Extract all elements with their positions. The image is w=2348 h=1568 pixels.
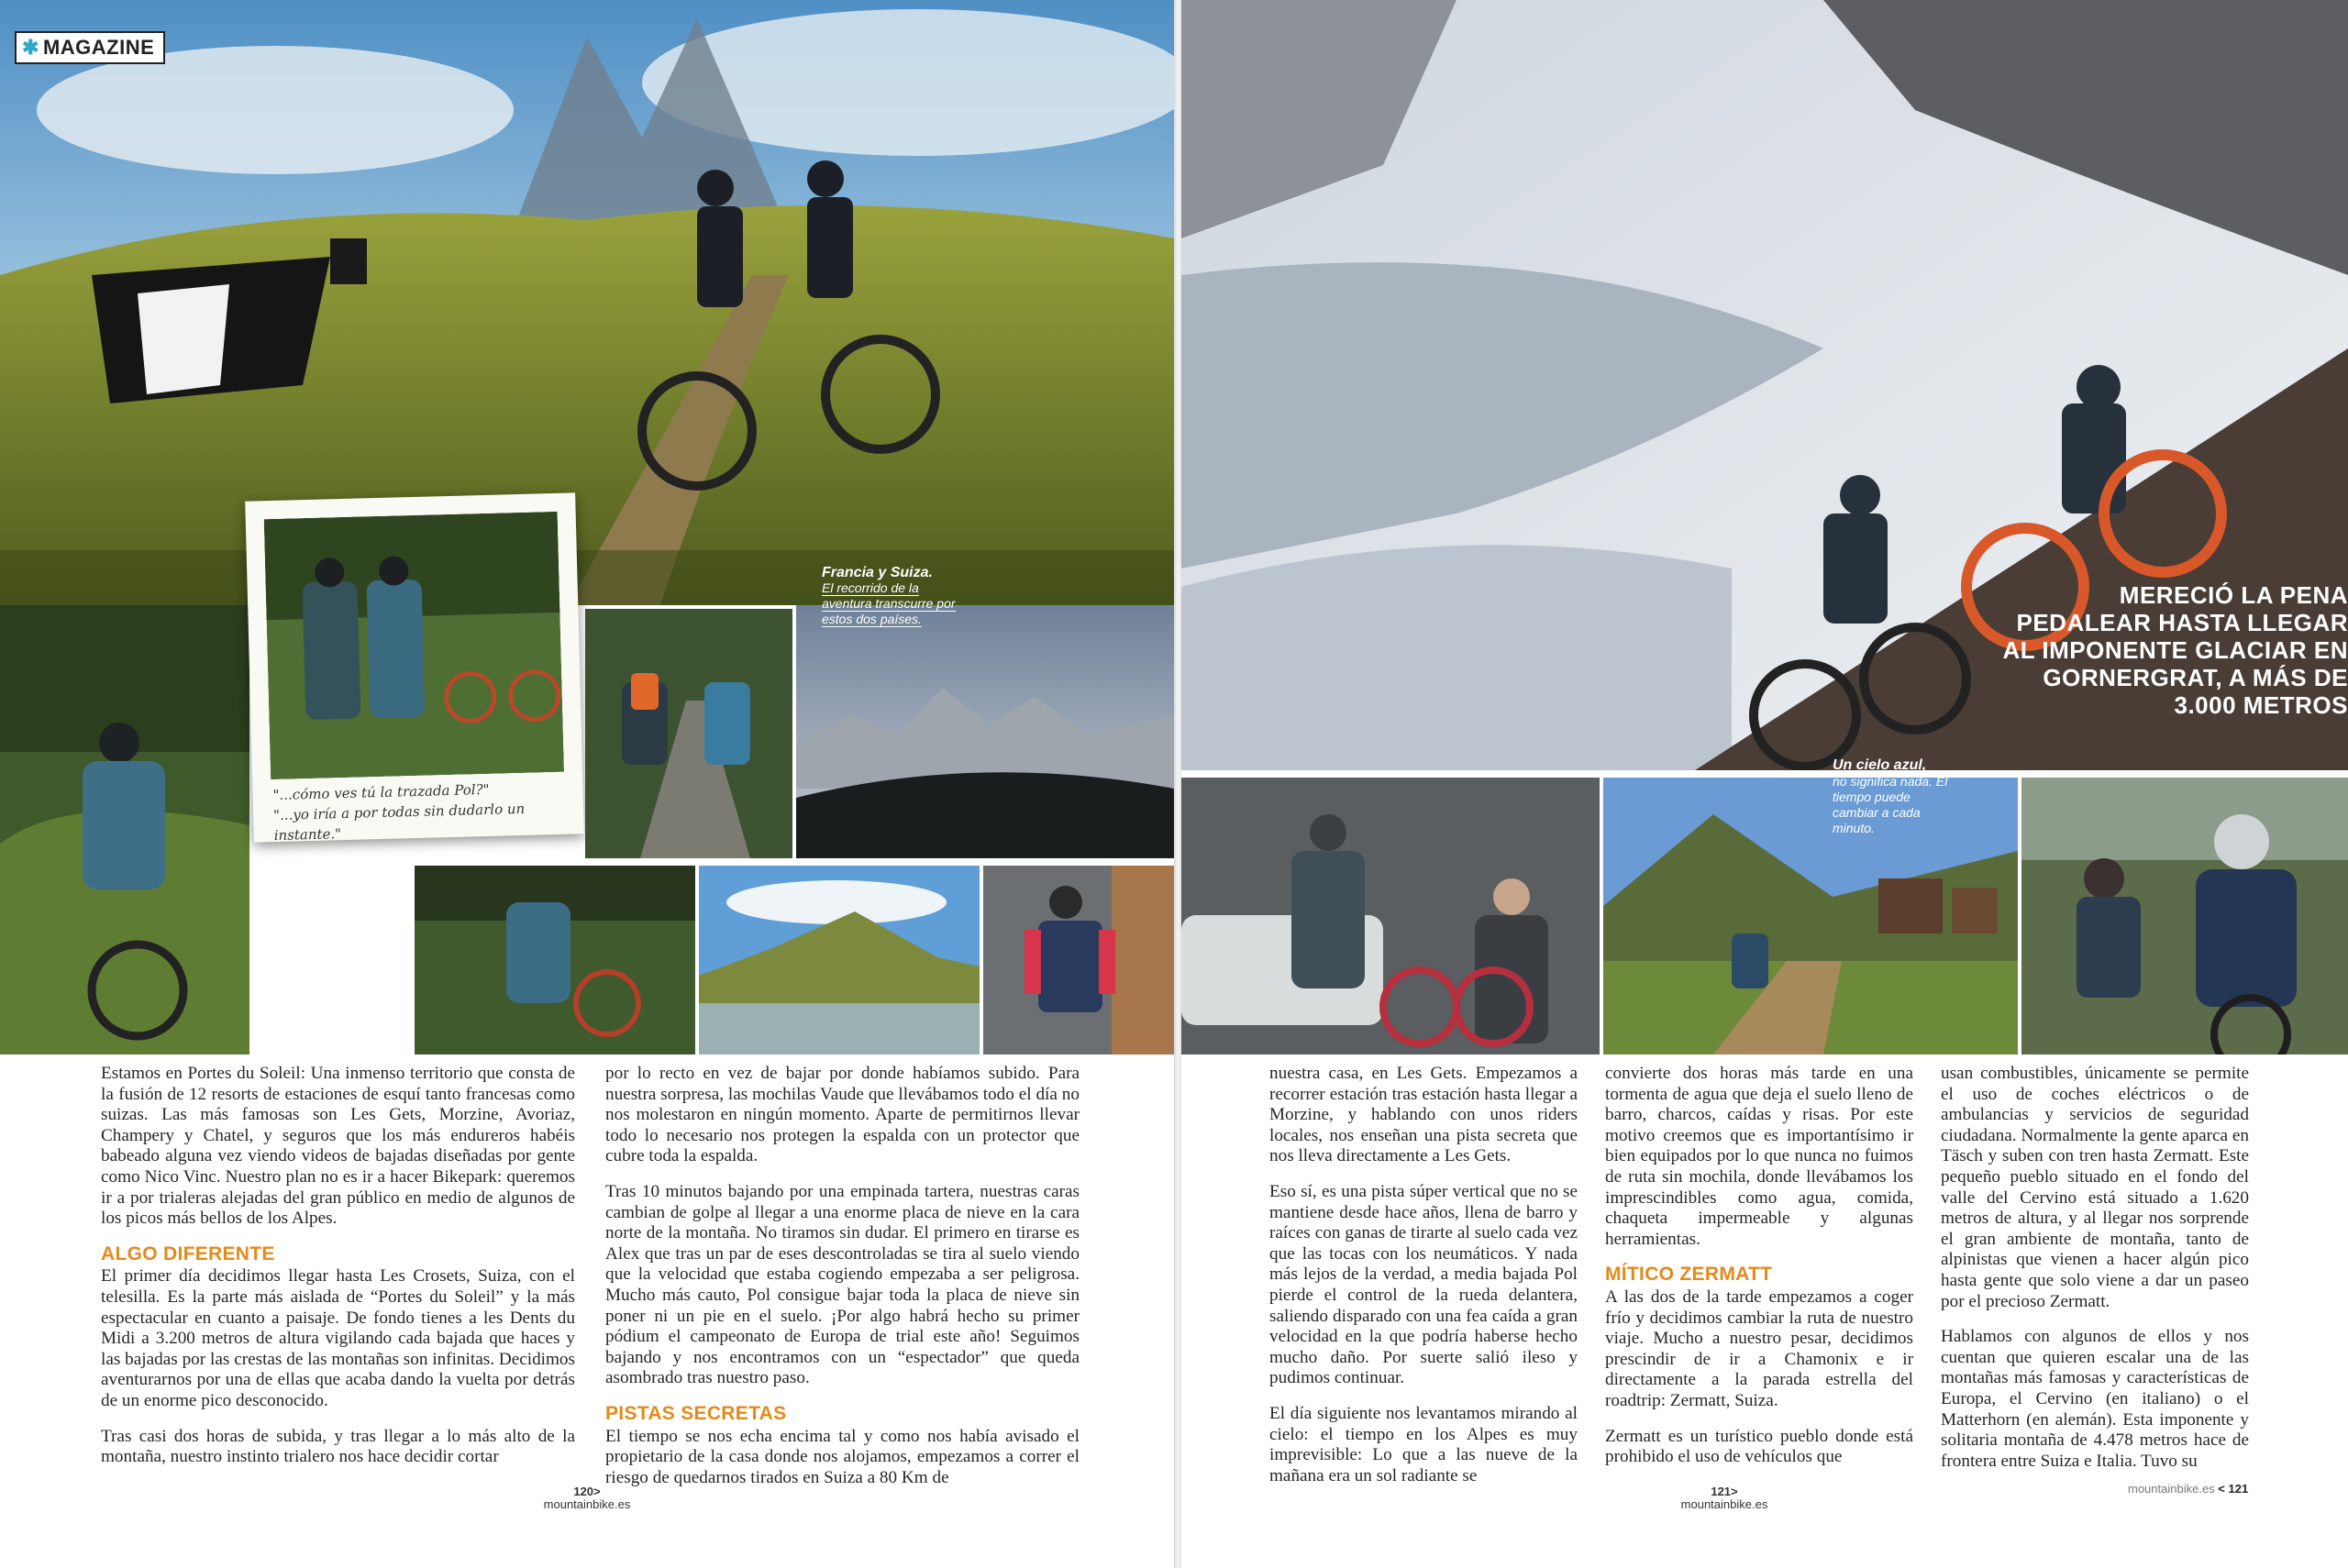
polaroid-caption-line1: "...cómo ves tú la trazada Pol?" [272, 780, 490, 804]
folio-center [1669, 1485, 1779, 1511]
section-tag-label: MAGAZINE [42, 36, 155, 59]
paragraph: Tras casi dos horas de subida, y tras llegar a lo más alto de la montaña, nuestro instinto trialero nos hace decidir cortar [101, 1426, 575, 1467]
caption-france-text: El recorrido de la aventura transcurre por estos dos países. [822, 580, 956, 626]
folio-right-number: < 121 [2218, 1482, 2249, 1496]
hero-photo-cow-riders [0, 0, 1174, 605]
paragraph: nuestra casa, en Les Gets. Empezamos a recorrer estación tras estación hasta llegar a Morzine, y hablando con unos riders locales, nos enseñan una pista secreta que nos lleva directamente a Les Gets. [1269, 1064, 1578, 1166]
caption-blue-sky [1833, 757, 1950, 836]
paragraph: El primer día decidimos llegar hasta Les Crosets, Suiza, con el telesilla. Es la parte más aislada de “Portes du Soleil” y la más espectacular en cuanto a paisaje. De fondo tienes a les Dents du Midi a 3.200 metros de altura vigilando cada bajada que haces y las bajadas por las crestas de las montañas son infinitas. Decidimos aventurarnos por una de ellas que acaba dando la vuelta por detrás de un enorme pico desconocido. [101, 1266, 575, 1410]
polaroid-caption [272, 778, 568, 845]
page-gutter [1174, 0, 1181, 1568]
paragraph: El día siguiente nos levantamos mirando al cielo: el tiempo en los Alpes es muy imprevisible: Lo que a las nueve de la mañana era un sol radiante se [1269, 1403, 1578, 1485]
paragraph: Tras 10 minutos bajando por una empinada tartera, nuestras caras cambian de golpe al llegar a una enorme placa de nieve en la cara norte de la montaña. No tiramos sin dudar. El primero en tirarse es Alex que tras un par de eses descontroladas se tira al suelo viendo que la velocidad que estaba cogiendo empezaba a ser peligrosa. Mucho más cauto, Pol consigue bajar toda la placa de nieve sin poner ni un pie en el suelo. ¡Por algo habrá hecho su primer pódium el campeonato de Europa de trial este año! Seguimos bajando y nos encontramos con un “espectador” que queda asombrado tras nuestro paso. [605, 1181, 1080, 1388]
polaroid-image [264, 512, 564, 779]
folio-center-number: 121> [1711, 1485, 1738, 1498]
folio-left-site: mountainbike.es [543, 1497, 631, 1511]
paragraph: por lo recto en vez de bajar por donde habíamos subido. Para nuestra sorpresa, las mochilas Vaude que llevábamos todo el día no nos molestaron en ningún momento. Aparte de permitirnos llevar todo lo necesario nos protegen la espalda con un protector que cubre toda la espalda. [605, 1064, 1080, 1166]
paragraph: Eso sí, es una pista súper vertical que no se mantiene desde hace años, llena de barro y raíces con ganas de tirarte al suelo cada vez que las tocas con los neumáticos. Y nada más lejos de la verdad, a media bajada Pol pierde el control de la rueda delantera, saliendo disparado con una fea caída a gran velocidad en la que podría haberse hecho mucho daño. Por suerte salió ileso y pudimos continuar. [1269, 1181, 1578, 1388]
article-column-4 [1605, 1064, 1913, 1483]
folio-left-number: 120> [573, 1485, 601, 1498]
folio-left [532, 1485, 642, 1511]
pull-quote: MERECIÓ LA PENA PEDALEAR HASTA LLEGAR AL IMPONENTE GLACIAR EN GORNERGRAT, A MÁS DE 3.000 METROS [2002, 581, 2348, 719]
photo-two-riders-closeup [2021, 778, 2348, 1055]
section-heading: ALGO DIFERENTE [101, 1242, 275, 1264]
folio-right-site: mountainbike.es [2128, 1482, 2215, 1496]
paragraph: Hablamos con algunos de ellos y nos cuentan que quieren escalar una de las montañas más famosas y características de Europa, el Cervino (en italiano) o el Matterhorn (en alemán). Esta imponente y solitaria montaña de 4.478 metros hace de frontera entre Suiza e Italia. Tuvo su [1941, 1327, 2249, 1471]
article-column-3 [1269, 1064, 1578, 1501]
photo-riders-village-trail [1603, 778, 2018, 1055]
polaroid-caption-line2: "...yo iría a por todas sin dudarlo un instante." [272, 800, 526, 845]
paragraph: Estamos en Portes du Soleil: Una inmenso territorio que consta de la fusión de 12 resorts de estaciones de esquí tanto francesas como suizas. Las más famosas son Les Gets, Morzine, Avoriaz, Champery y Chatel, y seguros que los más endureros habéis babeado alguna vez viendo videos de bajadas diseñadas por gente como Nico Vinc. Nuestro plan no es ir a hacer Bikepark: queremos ir a por trialeras alejadas del gran público en medio de algunos de los picos más bellos de los Alpes. [101, 1064, 575, 1229]
caption-france-switzerland [822, 565, 959, 627]
folio-right [2128, 1482, 2248, 1496]
star-icon: ✱ [22, 36, 39, 59]
photo-rider-red-shirt [983, 866, 1174, 1055]
paragraph: usan combustibles, únicamente se permite el uso de coches eléctricos o de ambulancias y servicios de seguridad ciudadana. Normalmente la gente aparca en Täsch y suben con tren hasta Zermatt. Este pequeño pueblo situado en el fondo del valle del Cervino está situado a 1.620 metros de altura, y al llegar nos sorprende el gran ambiente de montaña, tanto de alpinistas que vienen a hacer algún pico hasta gente que solo viene a dar un paseo por el precioso Zermatt. [1941, 1064, 2249, 1311]
photo-mountain-range [796, 605, 1174, 858]
paragraph: A las dos de la tarde empezamos a coger frío y decidimos cambiar la ruta de nuestro viaje. Mucho a nuestro pesar, decidimos prescindir de ir a Chamonix e ir directamente a la parada estrella del roadtrip: Zermatt, Suiza. [1605, 1286, 1913, 1410]
section-heading: MÍTICO ZERMATT [1605, 1264, 1773, 1286]
paragraph: convierte dos horas más tarde en una tormenta de agua que deja el suelo lleno de barro, charcos, caídas y risas. Por este motivo creemos que es importantísimo ir bien equipados por lo que nunca no fuimos de ruta sin mochila, donde llevábamos los imprescindibles como agua, comida, chaqueta impermeable y algunas herramientas. [1605, 1064, 1913, 1249]
caption-france-title: Francia y Suiza. [822, 565, 933, 580]
section-heading: PISTAS SECRETAS [605, 1402, 787, 1424]
photo-rider-forest [0, 605, 249, 1055]
section-tag [15, 31, 165, 64]
photo-riders-backpacks [585, 609, 792, 858]
article-column-5 [1941, 1064, 2249, 1486]
caption-sky-text: no significa nada. El tiempo puede cambiar a cada minuto. [1833, 774, 1948, 835]
photo-bike-rack-car [1181, 778, 1600, 1055]
polaroid-photo [245, 492, 584, 845]
photo-rider-crouched [415, 866, 695, 1055]
paragraph: El tiempo se nos echa encima tal y como nos había avisado el propietario de la casa donde nos alojamos, empezamos a correr el riesgo de quedarnos tirados en Suiza a 80 Km de [605, 1426, 1080, 1487]
folio-center-site: mountainbike.es [1680, 1497, 1768, 1511]
photo-alpine-lake [699, 866, 980, 1055]
article-column-2 [605, 1064, 1080, 1503]
paragraph: Zermatt es un turístico pueblo donde está prohibido el uso de vehículos que [1605, 1426, 1913, 1467]
caption-sky-title: Un cielo azul, [1833, 757, 1950, 774]
article-column-1 [101, 1064, 575, 1483]
